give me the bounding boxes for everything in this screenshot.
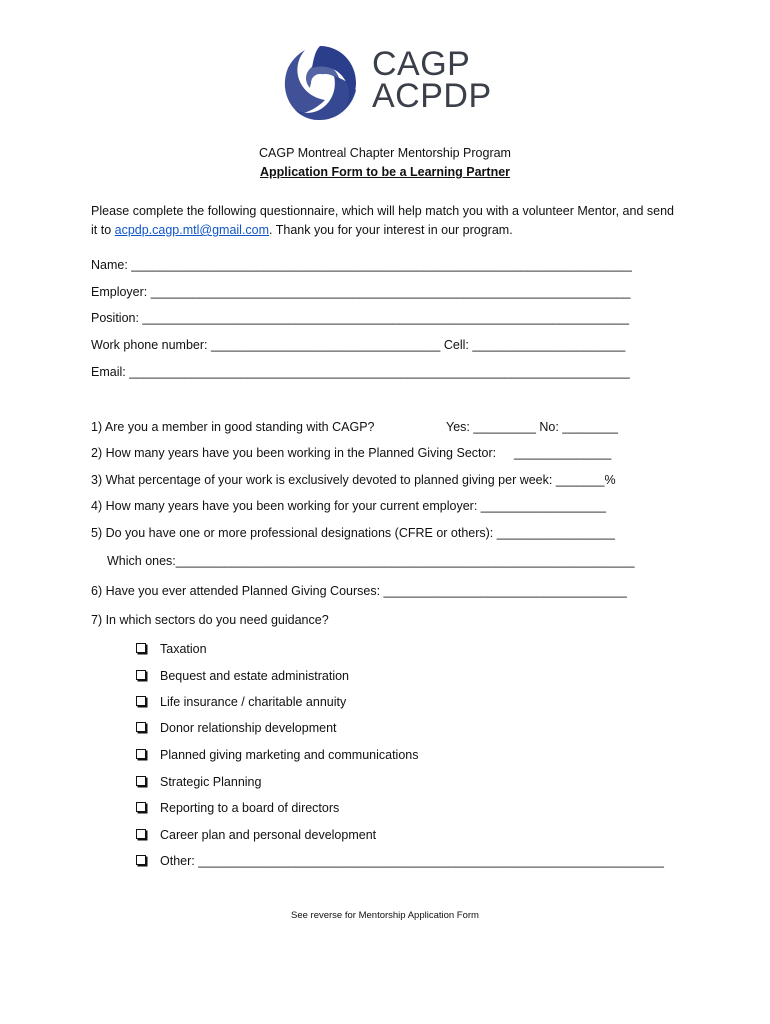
checkbox[interactable] [136, 749, 146, 759]
sector-option [136, 642, 207, 656]
form-title: Application Form to be a Learning Partner [259, 165, 511, 179]
footer-note: See reverse for Mentorship Application Form [291, 910, 479, 921]
sector-label: Career plan and personal development [160, 828, 377, 842]
sector-label: Bequest and estate administration [160, 669, 350, 683]
question-1: 1) Are you a member in good standing with CAGP? [91, 420, 375, 434]
sector-option [136, 748, 418, 762]
sector-label: Donor relationship development [160, 721, 337, 735]
sector-option [136, 775, 261, 789]
checkbox[interactable] [136, 855, 146, 865]
name-field[interactable]: Name: ________________________________________________________________________ [91, 258, 632, 272]
checkbox[interactable] [136, 643, 146, 653]
intro-paragraph [91, 202, 681, 240]
sector-label: Life insurance / charitable annuity [160, 695, 347, 709]
employer-field[interactable]: Employer: _____________________________________________________________________ [91, 285, 631, 299]
sector-option [136, 828, 376, 842]
sector-option [136, 721, 337, 735]
question-1-answer[interactable]: Yes: _________ No: ________ [446, 420, 618, 434]
logo-line-1: CAGP [372, 45, 471, 83]
question-5[interactable]: 5) Do you have one or more professional designations (CFRE or others): _________________ [91, 526, 615, 540]
position-field[interactable]: Position: ______________________________________________________________________ [91, 311, 630, 325]
intro-text-end: . Thank you for your interest in our program. [269, 223, 513, 237]
sector-option [136, 669, 349, 683]
question-7: 7) In which sectors do you need guidance? [91, 613, 329, 627]
work-phone-field[interactable]: Work phone number: _________________________________ Cell: ______________________ [91, 338, 626, 352]
question-2: 2) How many years have you been working in the Planned Giving Sector: [91, 446, 497, 460]
intro-text-start: Please complete the following questionnaire, which will help match you with a volunteer Mentor, and send it to [91, 204, 674, 237]
sector-label: Planned giving marketing and communications [160, 748, 419, 762]
sector-label[interactable]: Other: ___________________________________________________________________ [160, 854, 664, 868]
question-4[interactable]: 4) How many years have you been working for your current employer: __________________ [91, 499, 606, 513]
program-title: CAGP Montreal Chapter Mentorship Program [259, 146, 511, 160]
checkbox[interactable] [136, 829, 146, 839]
checkbox[interactable] [136, 802, 146, 812]
checkbox[interactable] [136, 696, 146, 706]
logo-wordmark [372, 45, 492, 115]
checkbox[interactable] [136, 722, 146, 732]
sector-option [136, 854, 664, 868]
checkbox[interactable] [136, 670, 146, 680]
question-2-answer[interactable]: ______________ [514, 446, 612, 460]
sector-option [136, 801, 339, 815]
sector-label: Reporting to a board of directors [160, 801, 340, 815]
cagp-logo [280, 42, 495, 127]
sector-label: Strategic Planning [160, 775, 262, 789]
checkbox[interactable] [136, 776, 146, 786]
question-6[interactable]: 6) Have you ever attended Planned Giving Courses: ___________________________________ [91, 584, 627, 598]
email-field[interactable]: Email: ________________________________________________________________________ [91, 365, 630, 379]
question-5-which-ones[interactable]: Which ones:__________________________________________________________________ [107, 554, 635, 568]
cagp-swirl-logo-icon [280, 42, 360, 124]
sector-label: Taxation [160, 642, 207, 656]
sector-option [136, 695, 346, 709]
logo-line-2: ACPDP [372, 77, 492, 115]
question-3[interactable]: 3) What percentage of your work is exclusively devoted to planned giving per week: _______% [91, 473, 616, 487]
email-link[interactable]: acpdp.cagp.mtl@gmail.com [114, 223, 270, 237]
